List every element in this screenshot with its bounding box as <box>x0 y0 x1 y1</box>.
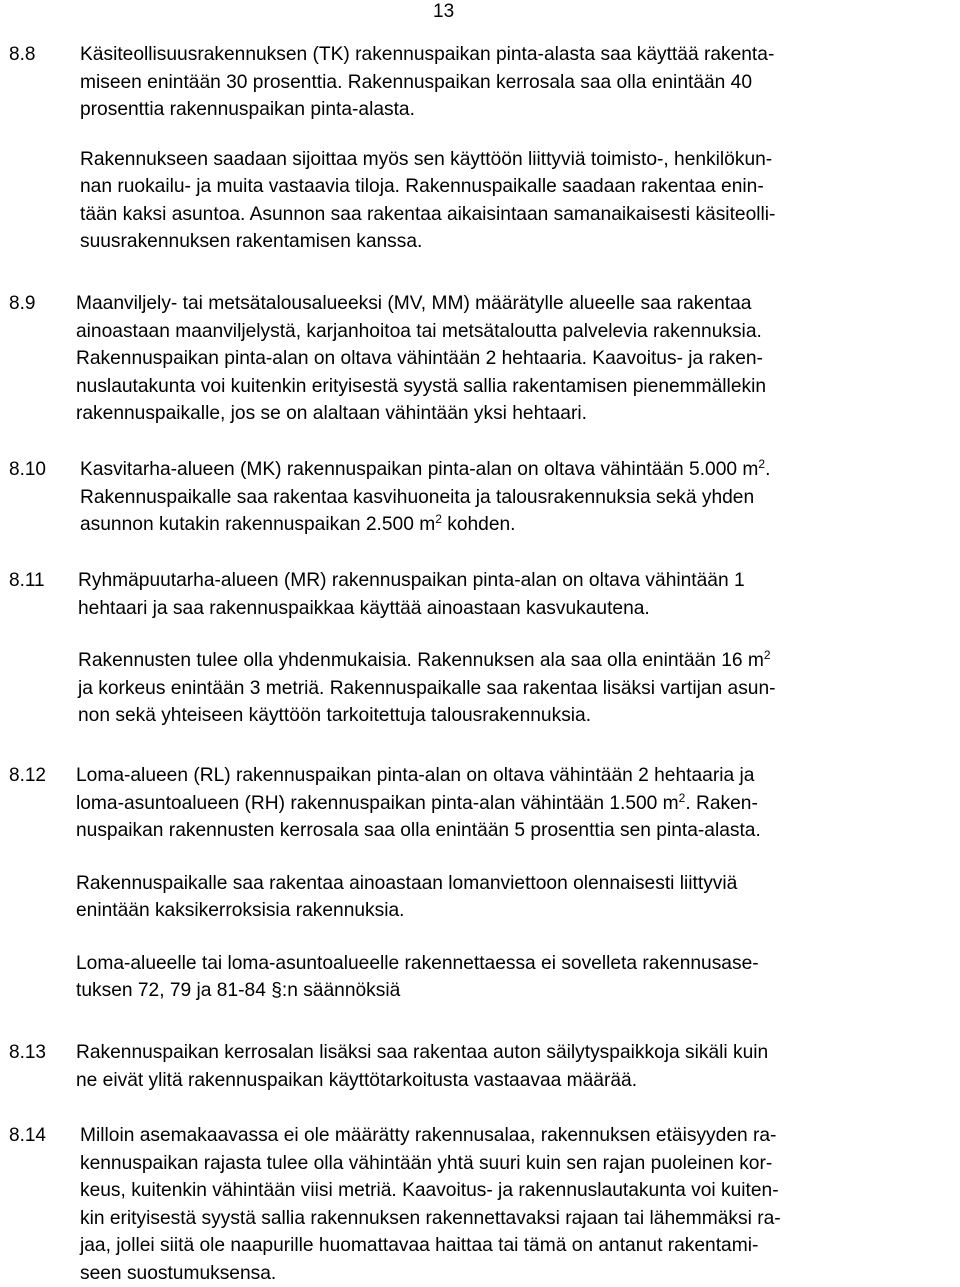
text-line: Rakennukseen saadaan sijoittaa myös sen käyttöön liittyviä toimisto-, henkilökun- <box>80 146 952 174</box>
section-number: 8.13 <box>9 1039 46 1066</box>
section-number: 8.14 <box>9 1122 46 1149</box>
text-line: suusrakennuksen rakentamisen kanssa. <box>80 228 952 256</box>
text-line: tään kaksi asuntoa. Asunnon saa rakentaa aikaisintaan samanaikaisesti käsiteolli- <box>80 201 952 229</box>
paragraph <box>80 1122 952 1287</box>
section-number: 8.8 <box>9 41 35 68</box>
paragraph <box>78 567 950 622</box>
text-line: rakennuspaikalle, jos se on alaltaan vähintään yksi hehtaari. <box>76 400 948 428</box>
text-line: ja korkeus enintään 3 metriä. Rakennuspaikalle saa rakentaa lisäksi vartijan asun- <box>78 675 950 703</box>
superscript: 2 <box>435 512 442 526</box>
superscript: 2 <box>679 791 686 805</box>
text-line: Rakennuspaikalle saa rakentaa ainoastaan lomanviettoon olennaisesti liittyviä <box>76 870 948 898</box>
paragraph <box>76 870 948 925</box>
text-line: Ryhmäpuutarha-alueen (MR) rakennuspaikan pinta-alan on oltava vähintään 1 <box>78 567 950 595</box>
paragraph <box>76 290 948 428</box>
text-segment: . Raken- <box>685 793 758 814</box>
text-line: ne eivät ylitä rakennuspaikan käyttötarkoitusta vastaavaa määrää. <box>76 1067 948 1095</box>
paragraph <box>76 762 948 845</box>
page-number: 13 <box>433 2 454 22</box>
text-line: seen suostumuksensa. <box>80 1260 952 1287</box>
section-body <box>80 1122 952 1287</box>
text-line <box>80 511 952 539</box>
text-line: kin erityisestä syystä sallia rakennuksen rakennettavaksi rajaan tai lähemmäksi ra- <box>80 1205 952 1233</box>
section-number: 8.10 <box>9 456 46 483</box>
text-line <box>76 790 948 818</box>
paragraph <box>76 950 948 1005</box>
text-line: jaa, jollei siitä ole naapurille huomattavaa haittaa tai tämä on antanut rakentami- <box>80 1232 952 1260</box>
text-segment: kohden. <box>442 514 516 535</box>
text-line: Rakennuspaikan pinta-alan on oltava vähintään 2 hehtaaria. Kaavoitus- ja raken- <box>76 345 948 373</box>
text-line: keus, kuitenkin vähintään viisi metriä. Kaavoitus- ja rakennuslautakunta voi kuiten- <box>80 1177 952 1205</box>
text-line: Milloin asemakaavassa ei ole määrätty rakennusalaa, rakennuksen etäisyyden ra- <box>80 1122 952 1150</box>
text-line: Käsiteollisuusrakennuksen (TK) rakennuspaikan pinta-alasta saa käyttää rakenta- <box>80 41 952 69</box>
section-body <box>80 456 952 539</box>
text-line: Rakennuspaikan kerrosalan lisäksi saa rakentaa auton säilytyspaikkoja sikäli kuin <box>76 1039 948 1067</box>
text-segment: . <box>765 459 770 480</box>
section-number: 8.9 <box>9 290 35 317</box>
text-line <box>80 456 952 484</box>
text-line: ainoastaan maanviljelystä, karjanhoitoa tai metsätaloutta palvelevia rakennuksia. <box>76 318 948 346</box>
paragraph <box>80 456 952 539</box>
text-segment: Rakennusten tulee olla yhdenmukaisia. Rakennuksen ala saa olla enintään 16 m <box>78 650 764 671</box>
text-line: Rakennuspaikalle saa rakentaa kasvihuoneita ja talousrakennuksia sekä yhden <box>80 484 952 512</box>
text-line: nuspaikan rakennusten kerrosala saa olla enintään 5 prosenttia sen pinta-alasta. <box>76 817 948 845</box>
text-segment: Kasvitarha-alueen (MK) rakennuspaikan pinta-alan on oltava vähintään 5.000 m <box>80 459 758 480</box>
paragraph <box>76 1039 948 1094</box>
text-line: nuslautakunta voi kuitenkin erityisestä syystä sallia rakentamisen pienemmällekin <box>76 373 948 401</box>
section-number: 8.12 <box>9 762 46 789</box>
text-line: Maanviljely- tai metsätalousalueeksi (MV, MM) määrätylle alueelle saa rakentaa <box>76 290 948 318</box>
paragraph <box>78 647 950 730</box>
section-body <box>76 1039 948 1094</box>
text-line: nan ruokailu- ja muita vastaavia tiloja. Rakennuspaikalle saadaan rakentaa enin- <box>80 173 952 201</box>
superscript: 2 <box>764 648 771 662</box>
section-body <box>76 762 948 1005</box>
paragraph <box>80 146 952 256</box>
text-segment: loma-asuntoalueen (RH) rakennuspaikan pinta-alan vähintään 1.500 m <box>76 793 679 814</box>
text-line: tuksen 72, 79 ja 81-84 §:n säännöksiä <box>76 977 948 1005</box>
text-line <box>78 647 950 675</box>
superscript: 2 <box>758 457 765 471</box>
text-line: Loma-alueen (RL) rakennuspaikan pinta-alan on oltava vähintään 2 hehtaaria ja <box>76 762 948 790</box>
text-segment: asunnon kutakin rakennuspaikan 2.500 m <box>80 514 435 535</box>
text-line: prosenttia rakennuspaikan pinta-alasta. <box>80 96 952 124</box>
paragraph <box>80 41 952 124</box>
section-body <box>80 41 952 256</box>
section-body <box>78 567 950 730</box>
text-line: miseen enintään 30 prosenttia. Rakennuspaikan kerrosala saa olla enintään 40 <box>80 69 952 97</box>
section-body <box>76 290 948 428</box>
section-number: 8.11 <box>9 567 45 594</box>
text-line: non sekä yhteiseen käyttöön tarkoitettuja talousrakennuksia. <box>78 702 950 730</box>
text-line: hehtaari ja saa rakennuspaikkaa käyttää ainoastaan kasvukautena. <box>78 595 950 623</box>
text-line: enintään kaksikerroksisia rakennuksia. <box>76 897 948 925</box>
text-line: kennuspaikan rajasta tulee olla vähintään yhtä suuri kuin sen rajan puoleinen kor- <box>80 1150 952 1178</box>
text-line: Loma-alueelle tai loma-asuntoalueelle rakennettaessa ei sovelleta rakennusase- <box>76 950 948 978</box>
